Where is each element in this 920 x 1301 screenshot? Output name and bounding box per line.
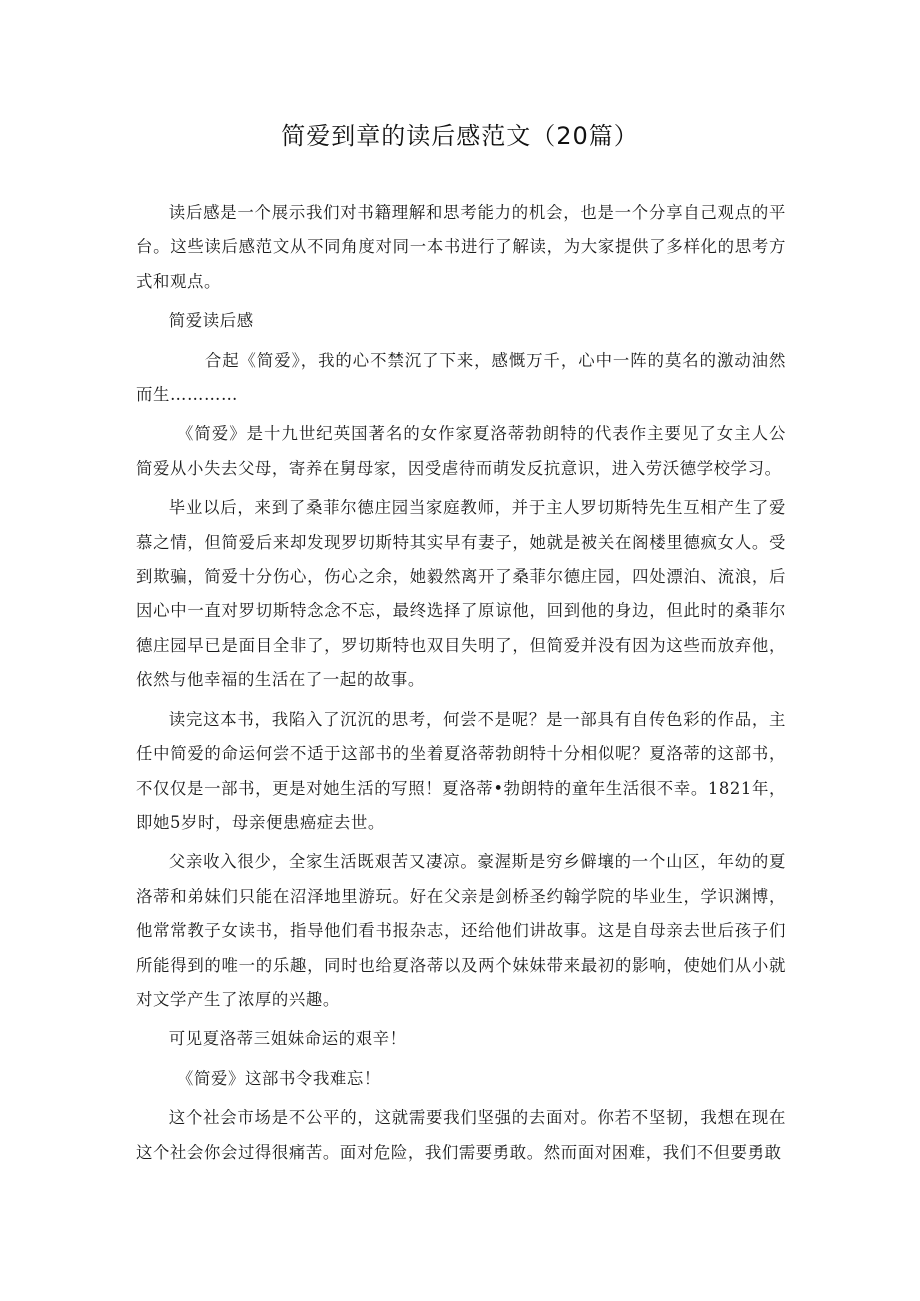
document-title: 简爱到章的读后感范文（20篇） <box>281 122 639 150</box>
body-paragraph: 《简爱》这部书令我难忘！ <box>177 1068 381 1088</box>
intro-paragraph: 读后感是一个展示我们对书籍理解和思考能力的机会，也是一个分享自己观点的平台。这些读后感范文从不同角度对同一本书进行了解读，为大家提供了多样化的思考方式和观点。 <box>136 203 786 291</box>
body-paragraph: 读完这本书，我陷入了沉沉的思考，何尝不是呢？是一部具有自传色彩的作品，主任中简爱的命运何尝不适于这部书的坐着夏洛蒂勃朗特十分相似呢？夏洛蒂的这部书，不仅仅是一部书，更是对她生活的写照！夏洛蒂•勃朗特的童年生活很不幸。1821年，即她5岁时，母亲便患癌症去世。 <box>136 709 786 832</box>
document-body <box>136 196 786 1175</box>
body-paragraph: 这个社会市场是不公平的，这就需要我们坚强的去面对。你若不坚韧，我想在现在这个社会你会过得很痛苦。面对危险，我们需要勇敢。然而面对困难，我们不但要勇敢 <box>136 1108 786 1162</box>
body-paragraph: 父亲收入很少，全家生活既艰苦又凄凉。豪渥斯是穷乡僻壤的一个山区，年幼的夏洛蒂和弟妹们只能在沼泽地里游玩。好在父亲是剑桥圣约翰学院的毕业生，学识渊博，他常常教子女读书，指导他们看书报杂志，还给他们讲故事。这是自母亲去世后孩子们所能得到的唯一的乐趣，同时也给夏洛蒂以及两个妹妹带来最初的影响，使她们从小就对文学产生了浓厚的兴趣。 <box>136 852 786 1009</box>
body-paragraph: 《简爱》是十九世纪英国著名的女作家夏洛蒂勃朗特的代表作主要见了女主人公简爱从小失去父母，寄养在舅母家，因受虐待而萌发反抗意识，进入劳沃德学校学习。 <box>136 424 786 478</box>
body-paragraph: 合起《简爱》，我的心不禁沉了下来，感慨万千，心中一阵的莫名的激动油然而生………… <box>136 350 786 405</box>
body-paragraph: 毕业以后，来到了桑菲尔德庄园当家庭教师，并于主人罗切斯特先生互相产生了爱慕之情，但简爱后来却发现罗切斯特其实早有妻子，她就是被关在阁楼里德疯女人。受到欺骗，简爱十分伤心，伤心之余，她毅然离开了桑菲尔德庄园，四处漂泊、流浪，后因心中一直对罗切斯特念念不忘，最终选择了原谅他，回到他的身边，但此时的桑菲尔德庄园早已是面目全非了，罗切斯特也双目失明了，但简爱并没有因为这些而放弃他，依然与他幸福的生活在了一起的故事。 <box>136 498 786 690</box>
body-paragraph: 可见夏洛蒂三姐妹命运的艰辛！ <box>168 1029 407 1049</box>
section-heading: 简爱读后感 <box>168 311 254 331</box>
